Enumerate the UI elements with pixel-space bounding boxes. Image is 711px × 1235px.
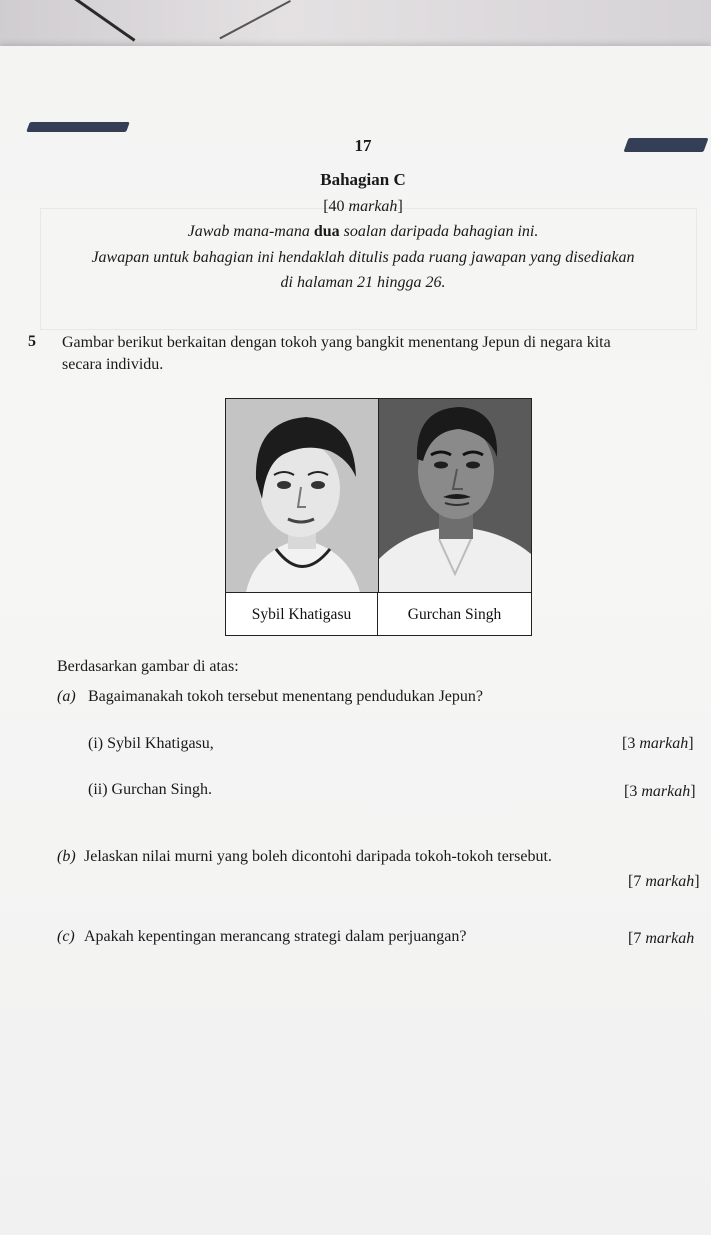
part-a-label: (a)	[57, 688, 76, 705]
tape-mark-left	[26, 122, 130, 132]
caption-sybil-khatigasu: Sybil Khatigasu	[226, 593, 378, 636]
figure-portraits	[225, 398, 532, 636]
part-b-text: Jelaskan nilai murni yang boleh dicontohi daripada tokoh-tokoh tersebut.	[84, 848, 552, 865]
portrait-man-image	[379, 399, 531, 592]
part-b-marks: [7 markah]	[628, 873, 700, 890]
caption-gurchan-singh: Gurchan Singh	[407, 606, 502, 623]
figure-caption-row	[226, 592, 531, 636]
part-a-sub-ii-marks: [3 markah]	[624, 783, 696, 800]
instruction-line-2: Jawapan untuk bahagian ini hendaklah ditulis pada ruang jawapan yang disediakan	[91, 249, 635, 266]
section-marks: [40 markah]	[323, 198, 403, 215]
part-a-sub-ii: (ii) Gurchan Singh.	[88, 781, 212, 798]
part-a-sub-i: (i) Sybil Khatigasu,	[88, 735, 214, 752]
part-c-marks: [7 markah	[628, 930, 695, 947]
part-a-text: Bagaimanakah tokoh tersebut menentang pendudukan Jepun?	[88, 688, 483, 705]
part-c-text: Apakah kepentingan merancang strategi dalam perjuangan?	[84, 928, 467, 945]
lead-in-text: Berdasarkan gambar di atas:	[57, 658, 239, 675]
question-number: 5	[28, 333, 36, 350]
instruction-line-1: Jawab mana-mana dua soalan daripada bahagian ini.	[187, 223, 539, 240]
question-stem-line-1: Gambar berikut berkaitan dengan tokoh yang bangkit menentang Jepun di negara kita	[62, 334, 611, 351]
page-number: 17	[354, 136, 372, 155]
portrait-woman-image	[226, 399, 379, 592]
question-stem-line-2: secara individu.	[62, 356, 164, 373]
instruction-line-3: di halaman 21 hingga 26.	[280, 274, 446, 291]
part-a-sub-i-marks: [3 markah]	[622, 735, 694, 752]
part-c-label: (c)	[57, 928, 75, 945]
part-b-label: (b)	[57, 848, 76, 865]
section-title: Bahagian C	[320, 170, 406, 189]
